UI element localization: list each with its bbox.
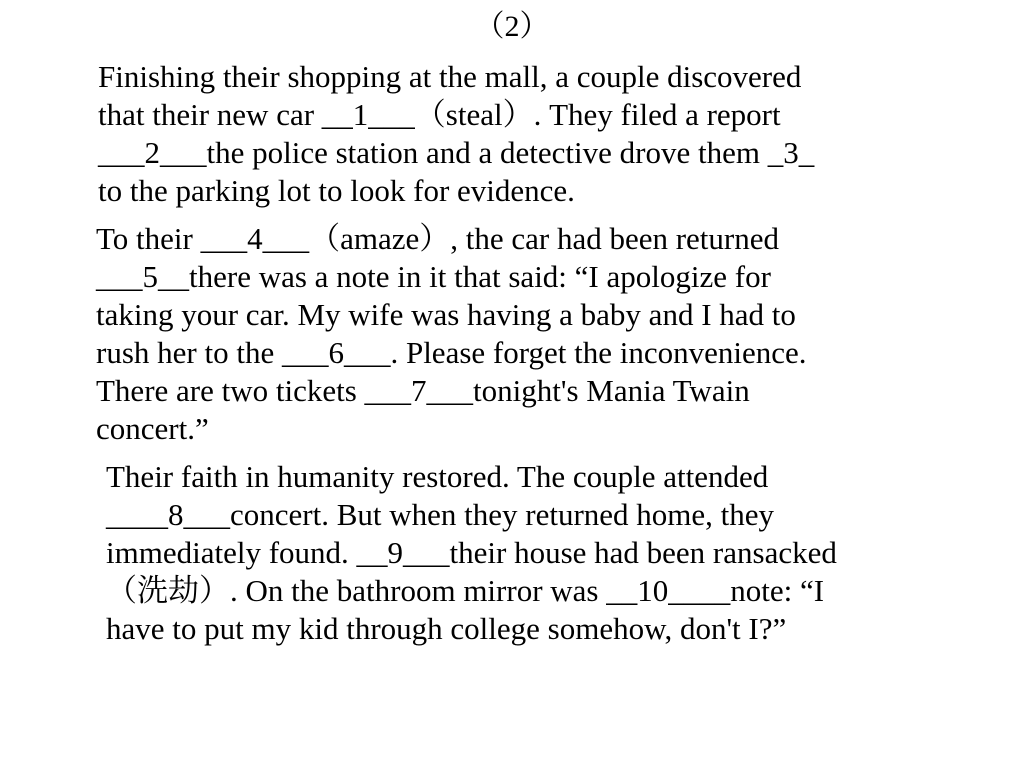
paragraph-3-line-1: Their faith in humanity restored. The couple attended — [106, 459, 769, 494]
paragraph-3-line-4: （洗劫）. On the bathroom mirror was __10____note: “I — [106, 573, 825, 608]
paragraph-3 — [58, 458, 1008, 648]
paragraph-3-line-5: have to put my kid through college somehow, don't I?” — [106, 611, 787, 646]
section-number: （2） — [474, 10, 550, 43]
paragraph-1-line-3: ___2___the police station and a detective drove them _3_ — [98, 135, 815, 170]
paragraph-2 — [58, 220, 1008, 448]
paragraph-1-line-1: Finishing their shopping at the mall, a couple discovered — [98, 59, 802, 94]
cloze-passage — [58, 58, 1008, 658]
paragraph-2-line-5: There are two tickets ___7___tonight's Mania Twain — [96, 373, 750, 408]
paragraph-2-line-1: To their ___4___（amaze）, the car had been returned — [96, 221, 779, 256]
paragraph-2-line-4: rush her to the ___6___. Please forget the inconvenience. — [96, 335, 807, 370]
paragraph-1 — [58, 58, 1008, 210]
paragraph-2-line-3: taking your car. My wife was having a baby and I had to — [96, 297, 796, 332]
paragraph-2-line-6: concert.” — [96, 411, 209, 446]
paragraph-1-line-4: to the parking lot to look for evidence. — [98, 173, 575, 208]
paragraph-1-line-2: that their new car __1___（steal）. They filed a report — [98, 97, 781, 132]
paragraph-3-line-3: immediately found. __9___their house had been ransacked — [106, 535, 837, 570]
paragraph-3-line-2: ____8___concert. But when they returned home, they — [106, 497, 775, 532]
paragraph-2-line-2: ___5__there was a note in it that said: “I apologize for — [96, 259, 771, 294]
